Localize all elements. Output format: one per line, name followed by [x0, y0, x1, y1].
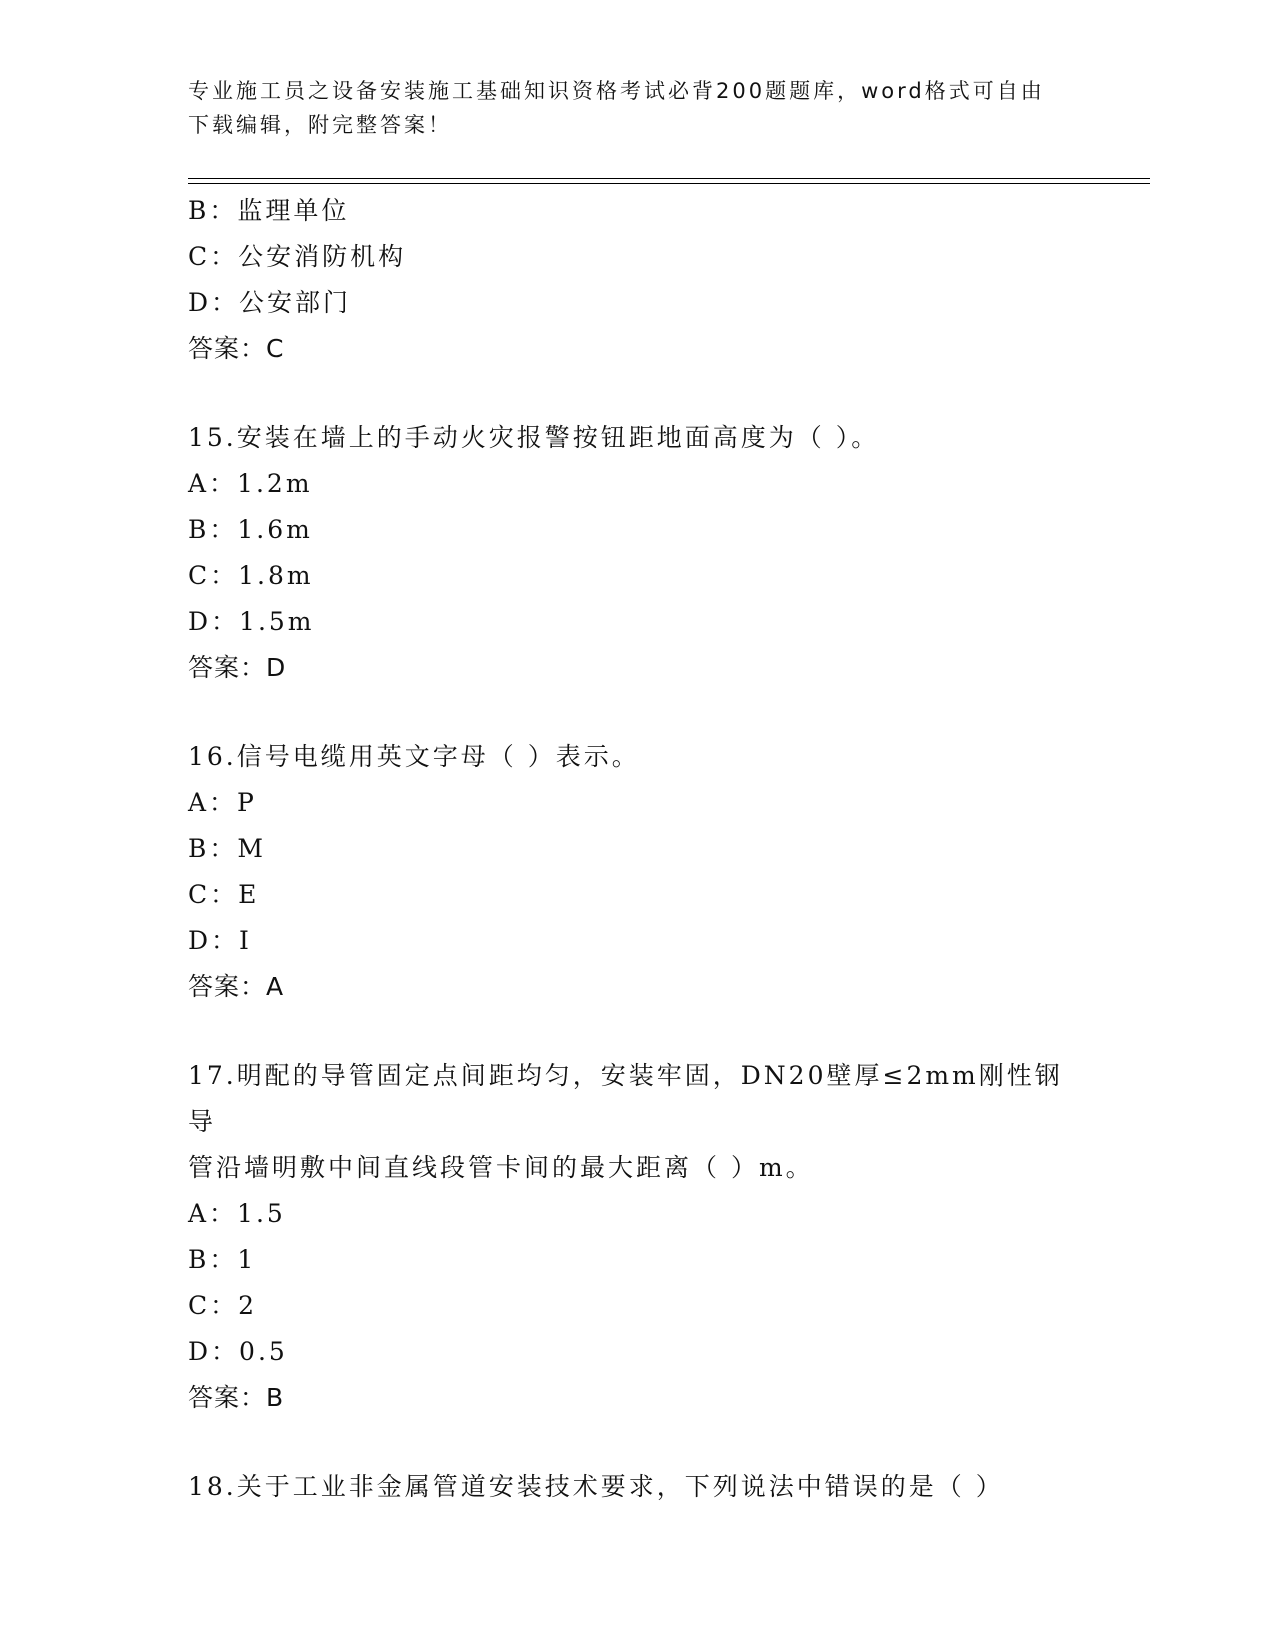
option-c: C：公安消防机构 [188, 242, 407, 271]
spacer [188, 691, 1088, 734]
answer-line: 答案：B [188, 1383, 285, 1412]
question-15 [188, 415, 1088, 691]
option-b: B：M [188, 834, 266, 863]
question-14-continued [188, 188, 1088, 372]
question-text-line-1: 17.明配的导管固定点间距均匀，安装牢固，DN20壁厚≤2mm刚性钢导 [188, 1061, 1063, 1136]
header-title-line-2: 下载编辑，附完整答案！ [188, 113, 452, 137]
option-a: A：1.5 [188, 1199, 286, 1228]
answer-line: 答案：A [188, 972, 285, 1001]
question-text: 16.信号电缆用英文字母（ ）表示。 [188, 742, 640, 771]
option-a: A：1.2m [188, 469, 313, 498]
option-b: B：1.6m [188, 515, 313, 544]
spacer [188, 1421, 1088, 1464]
option-c: C：1.8m [188, 561, 314, 590]
option-d: D：I [188, 926, 252, 955]
option-d: D：公安部门 [188, 288, 352, 317]
question-16 [188, 734, 1088, 1010]
header-divider-bottom [188, 183, 1150, 184]
question-text: 18.关于工业非金属管道安装技术要求，下列说法中错误的是（ ） [188, 1472, 1004, 1501]
option-c: C：E [188, 880, 260, 909]
question-list [188, 188, 1088, 1510]
option-c: C：2 [188, 1291, 258, 1320]
question-text: 15.安装在墙上的手动火灾报警按钮距地面高度为（ ）。 [188, 423, 880, 452]
answer-line: 答案：D [188, 653, 287, 682]
question-17 [188, 1053, 1088, 1421]
option-a: A：P [188, 788, 257, 817]
option-b: B：1 [188, 1245, 257, 1274]
spacer [188, 372, 1088, 415]
option-d: D：0.5 [188, 1337, 288, 1366]
answer-line: 答案：C [188, 334, 285, 363]
header-divider-top [188, 178, 1150, 179]
spacer [188, 1010, 1088, 1053]
question-text-line-2: 管沿墙明敷中间直线段管卡间的最大距离（ ）m。 [188, 1153, 814, 1182]
option-b: B：监理单位 [188, 196, 350, 225]
header-title-line-1: 专业施工员之设备安装施工基础知识资格考试必背200题题库，word格式可自由 [188, 79, 1045, 103]
document-header [188, 74, 1088, 142]
question-18 [188, 1464, 1088, 1510]
option-d: D：1.5m [188, 607, 315, 636]
